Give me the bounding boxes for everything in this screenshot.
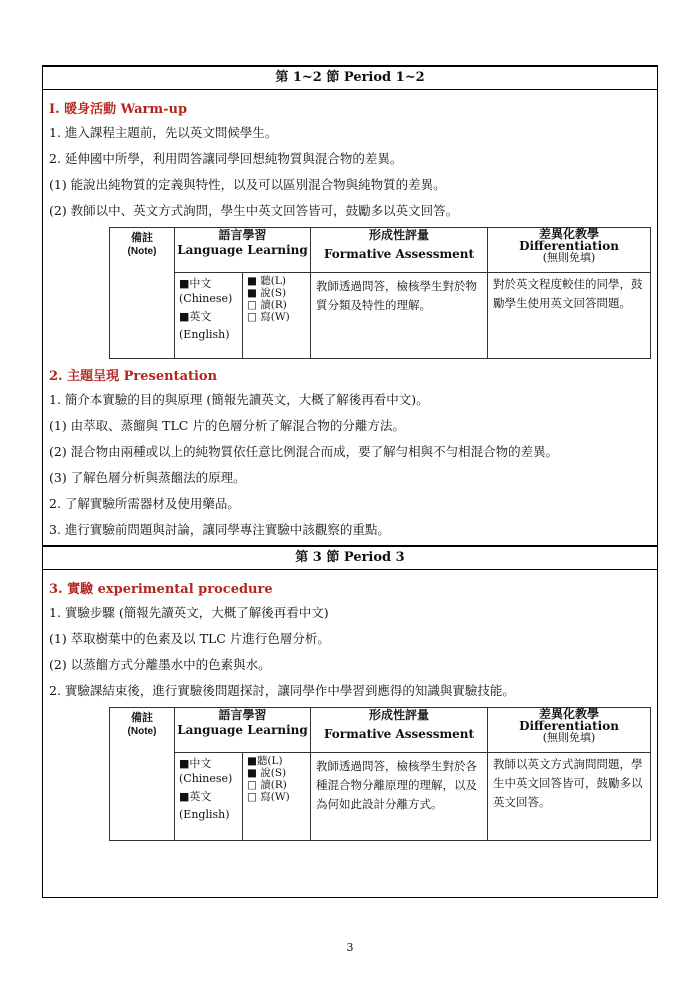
lang-option: ■英文 xyxy=(179,790,212,803)
formative-assessment-text: 教師透過問答，檢核學生對於各種混合物分離原理的理解，以及為何如此設計分離方式。 xyxy=(311,753,488,841)
note-zh: 備註 xyxy=(131,711,153,724)
skill-option: ■聽(L) xyxy=(247,755,283,767)
differentiation-header xyxy=(488,228,651,273)
lang-option: ■英文 xyxy=(179,310,212,323)
skill-option: □ 讀(R) xyxy=(247,299,287,311)
experiment-line-1: 1. 實驗步驟 (簡報先讀英文，大概了解後再看中文) xyxy=(49,605,329,620)
skill-option: ■ 聽(L) xyxy=(247,275,286,287)
note-en: (Note) xyxy=(127,246,157,257)
warmup-line-1: 1. 進入課程主題前，先以英文問候學生。 xyxy=(49,125,278,140)
lang-option: (Chinese) xyxy=(179,772,233,785)
note-column xyxy=(110,708,175,841)
period-1-2-header: 第 1~2 節 Period 1~2 xyxy=(43,67,657,90)
presentation-title: 2. 主題呈現 Presentation xyxy=(49,369,218,384)
warmup-line-4: (2) 教師以中、英文方式詢問，學生中英文回答皆可，鼓勵多以英文回答。 xyxy=(49,203,459,218)
experiment-line-4: 2. 實驗課結束後，進行實驗後問題探討，讓同學作中學習到應得的知識與實驗技能。 xyxy=(49,683,515,698)
formative-assessment-header xyxy=(311,228,488,273)
diff-en: Differentiation xyxy=(519,239,619,253)
presentation-line-3: (2) 混合物由兩種或以上的純物質依任意比例混合而成，要了解勻相與不勻相混合物的差異。 xyxy=(49,444,559,459)
warmup-line-2: 2. 延伸國中所學，利用問答讓同學回想純物質與混合物的差異。 xyxy=(49,151,403,166)
lang-zh: 語言學習 xyxy=(218,228,267,242)
period-3-header: 第 3 節 Period 3 xyxy=(43,545,657,570)
skill-option: □ 讀(R) xyxy=(247,779,287,791)
lang-en: Language Learning xyxy=(177,723,308,737)
skill-option: □ 寫(W) xyxy=(247,791,290,803)
experiment-line-3: (2) 以蒸餾方式分離墨水中的色素與水。 xyxy=(49,657,271,672)
language-options xyxy=(175,273,243,359)
lang-option: (Chinese) xyxy=(179,292,233,305)
skill-option: □ 寫(W) xyxy=(247,311,290,323)
diff-note: (無則免填) xyxy=(542,731,596,744)
experiment-line-2: (1) 萃取樹葉中的色素及以 TLC 片進行色層分析。 xyxy=(49,631,330,646)
language-learning-header xyxy=(175,228,311,273)
note-column xyxy=(110,228,175,359)
skill-option: ■ 說(S) xyxy=(247,767,287,779)
form-en: Formative Assessment xyxy=(323,727,475,741)
differentiation-header xyxy=(488,708,651,753)
page-number: 3 xyxy=(346,941,354,954)
lang-zh: 語言學習 xyxy=(218,708,267,722)
formative-assessment-text: 教師透過問答，檢核學生對於物質分類及特性的理解。 xyxy=(311,273,488,359)
warmup-line-3: (1) 能說出純物質的定義與特性，以及可以區別混合物與純物質的差異。 xyxy=(49,177,446,192)
lang-option: (English) xyxy=(179,808,230,821)
diff-en: Differentiation xyxy=(519,719,619,733)
skill-options xyxy=(243,273,311,359)
note-en: (Note) xyxy=(127,726,157,737)
differentiation-text: 教師以英文方式詢問問題，學生中英文回答皆可，鼓勵多以英文回答。 xyxy=(488,753,651,841)
lang-en: Language Learning xyxy=(177,243,308,257)
language-learning-header xyxy=(175,708,311,753)
differentiation-text: 對於英文程度較佳的同學，鼓勵學生使用英文回答問題。 xyxy=(488,273,651,359)
skill-options xyxy=(243,753,311,841)
formative-assessment-header xyxy=(311,708,488,753)
lang-option: ■中文 xyxy=(179,757,212,770)
presentation-line-2: (1) 由萃取、蒸餾與 TLC 片的色層分析了解混合物的分離方法。 xyxy=(49,418,405,433)
presentation-line-6: 3. 進行實驗前問題與討論，讓同學專注實驗中該觀察的重點。 xyxy=(49,522,390,537)
skill-option: ■ 說(S) xyxy=(247,287,287,299)
note-zh: 備註 xyxy=(131,231,153,244)
form-zh: 形成性評量 xyxy=(368,228,429,242)
warmup-title: I. 暖身活動 Warm-up xyxy=(49,102,188,117)
presentation-line-5: 2. 了解實驗所需器材及使用藥品。 xyxy=(49,496,240,511)
diff-zh: 差異化教學 xyxy=(538,227,599,241)
diff-note: (無則免填) xyxy=(542,251,596,264)
assessment-table-2 xyxy=(109,707,651,841)
lang-option: ■中文 xyxy=(179,277,212,290)
experiment-title: 3. 實驗 experimental procedure xyxy=(49,582,273,597)
assessment-table-1 xyxy=(109,227,651,359)
lesson-plan-frame xyxy=(42,66,658,898)
lang-option: (English) xyxy=(179,328,230,341)
presentation-line-1: 1. 簡介本實驗的目的與原理 (簡報先讀英文，大概了解後再看中文)。 xyxy=(49,392,429,407)
form-zh: 形成性評量 xyxy=(368,708,429,722)
presentation-line-4: (3) 了解色層分析與蒸餾法的原理。 xyxy=(49,470,246,485)
language-options xyxy=(175,753,243,841)
diff-zh: 差異化教學 xyxy=(538,707,599,721)
form-en: Formative Assessment xyxy=(323,247,475,261)
